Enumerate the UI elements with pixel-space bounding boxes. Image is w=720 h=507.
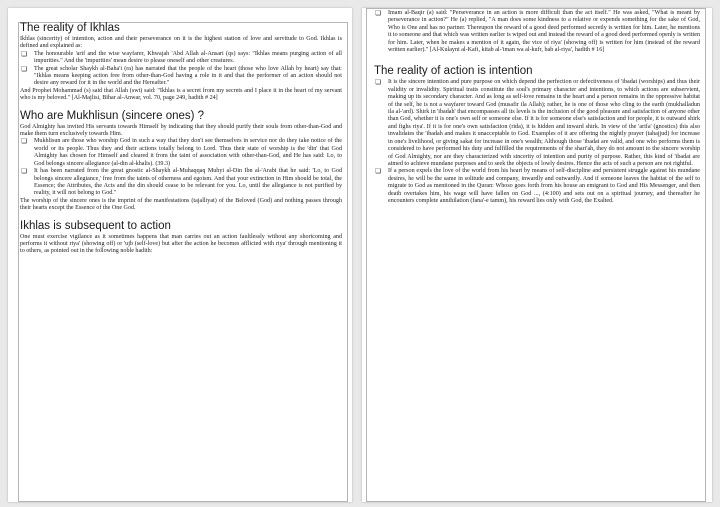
bullet-list xyxy=(374,79,700,205)
list-item: ❏ If a person expels the love of the world from his heart by means of self-discipline and persistent struggle against his mundane desires, he will be the same in solitude and company, inwardly and outwardly. And if someone leaves the habitat of the self to migrate to God as mentioned in the Quran: Whoso goes forth from his house an emigrant to God and His Messenger, and then death overtakes him, his wage will have fallen on God ..., (4:100) and sets out on a spiritual journey, and thereafter he encounters complete annihilation (fana'-e tamm), his reward lies only with God, the Exalted. xyxy=(375,167,700,204)
paragraph: God Almighty has invited His servants towards Himself by indicating that they should purify their souls from other-than-God and make them turn exclusively towards Him. xyxy=(20,123,342,138)
bullet-icon: ❏ xyxy=(375,167,381,176)
bullet-list xyxy=(20,51,342,88)
left-page xyxy=(8,8,352,502)
list-item: ❏ The honourable 'arif and the wise wayfarer, Khwajah 'Abd Allah al-Ansari (qs) says: "Ikhlas means purging action of all impurities." And the 'impurities' mean desire to please oneself and other creatures. xyxy=(21,49,342,65)
paragraph: One must exercise vigilance as it sometimes happens that man carries out an action faultlessly without any shortcoming and performs it without riya' (showing off) or 'ujb (self-love) but after the action he becomes afflicted with riya' through mentioning it to others, as pointed out in the following noble hadith: xyxy=(20,233,342,255)
section-heading-mukhlisun: Who are Mukhlisun (sincere ones) ? xyxy=(20,109,205,122)
list-item: ❏ The great scholar Shaykh al-Baha'i (ra) has narrated that the people of the heart (those who love Allah by heart) say that: "Ikhlas means keeping action free from other-than-God having a role in it and that the performer of an action should not desire any reward for it in the world and the Hereafter." xyxy=(21,64,342,87)
right-page xyxy=(362,8,712,502)
section-heading-reality-of-ikhlas: The reality of Ikhlas xyxy=(20,22,120,34)
section-heading-reality-of-action: The reality of action is intention xyxy=(374,65,533,78)
paragraph: And Prophet Mohammad (s) said that Allah (swt) said: "Ikhlas is a secret from my secrets and I place it in the heart of my servant who is my beloved." [Al-Majlisi, Bihar al-Anwar, vol. 70, page 249, hadith # 24] xyxy=(20,87,342,102)
paragraph: Ikhlas (sincerity) of intention, action and their perseverance on it is the highest station of love and servitude to God. Ikhlas is defined and explained as: xyxy=(20,36,342,50)
list-item: ❏ It is the sincere intention and pure purpose on which depend the perfection or defectiveness of 'ibadat (worships) and thus their validity or invalidity. Spiritual traits constitute the soul's primary character and intentions, to which actions are subservient, making up its secondary character. And as long as self-love remains in the heart and a person remains in the oppressive habitat of the self, he is not a wayfarer toward God (musafir ila Allah); rather, he is one of those who cling to the earth (mukhalladun ila al-'ard). Shirk in 'ibadah' that encompasses all its levels is the inclusion of the good pleasure and satisfaction of anyone other than God, whether it is one's own self or someone else. If it is for someone else's satisfaction and for people, it is outward shirk and fighs riya'. If it is for one's own satisfaction (rida), it is hidden and inward shirk. In view of the 'arifa' (gnostics) this also invalidates the 'ibadah and makes it unacceptable to God. Examples of it are offering the nightly prayer (tahajjud) for increase in one's livelihood, or giving sakat for increase in one's wealth; Although those 'ibadat are valid, and one who performs them is considered to have performed his duty and fulfilled the requirements of the shari'ah, they do not amount to the sincere worship of God Almighty, nor are they characterized with sincerity of intention and purity of purpose. Rather, this kind of 'ibadat are aimed to achieve mundane purposes and to seek the objects of lowly desires. Hence the acts of such a person are not rightful. xyxy=(375,78,700,167)
bullet-list xyxy=(20,138,342,197)
bullet-icon: ❏ xyxy=(21,49,27,58)
list-item: ❏ Mukhlisun are those who worship God in such a way that they don't see themselves in service nor do they take notice of the world or its people. Thus they and their actions totally belong to Lord. Thus their state of worship is the 'din' that God Almighty has chosen for Himself and cleared it from the taint of association with other-than-God, and He has said: Lo, to God belongs sincere allegiance (al-din al-khalis). (39.3) xyxy=(21,137,342,167)
paragraph: The worship of the sincere ones is the imprint of the manifestations (tajalliyat) of the Beloved (God) and nothing passes through their hearts except the Essence of the One God. xyxy=(20,197,342,212)
bullet-icon: ❏ xyxy=(21,137,27,146)
list-item: ❏ It has been narrated from the great gnostic al-Shaykh al-Muhaqqaq Muhyi al-Din Ibn al-'Arabi that he said: 'Lo, to God belongs sincere allegiance,' free from the taints of otherness and egoism. And that your extinction in Him should be total, the Essence; the Attributes, the Acts and the din should cease to be relevant for you. Lo, until the allegiance is not purified by reality, it will not belong to God." xyxy=(21,167,342,197)
section-heading-ikhlas-subsequent: Ikhlas is subsequent to action xyxy=(20,219,171,232)
bullet-icon: ❏ xyxy=(375,9,381,17)
list-item: ❏ Imam al-Baqir (a) said: "Perseverance in an action is more difficult than the act itself." He was asked, "What is meant by perseverance in action?" He (a) replied, "A man does some kindness to a relative or expends something for the sake of God, Who is One and has no partner. Thereupon the reward of a good deed performed secretly is written for him. Later, he mentions it to someone and that which was written earlier is wiped out and instead the reward of a good deed performed openly is written for him. Later, when he makes a mention of it again, the vice of riya' (showing off) is written for him (instead of the reward written earlier)." [Al-Kulayni al-Kafi, kitab al-'iman wa al-kufr, bab al-riya', hadith # 16] xyxy=(375,9,700,54)
bullet-icon: ❏ xyxy=(375,78,381,87)
bullet-list xyxy=(374,10,700,54)
bullet-icon: ❏ xyxy=(21,64,27,73)
bullet-icon: ❏ xyxy=(21,167,27,176)
